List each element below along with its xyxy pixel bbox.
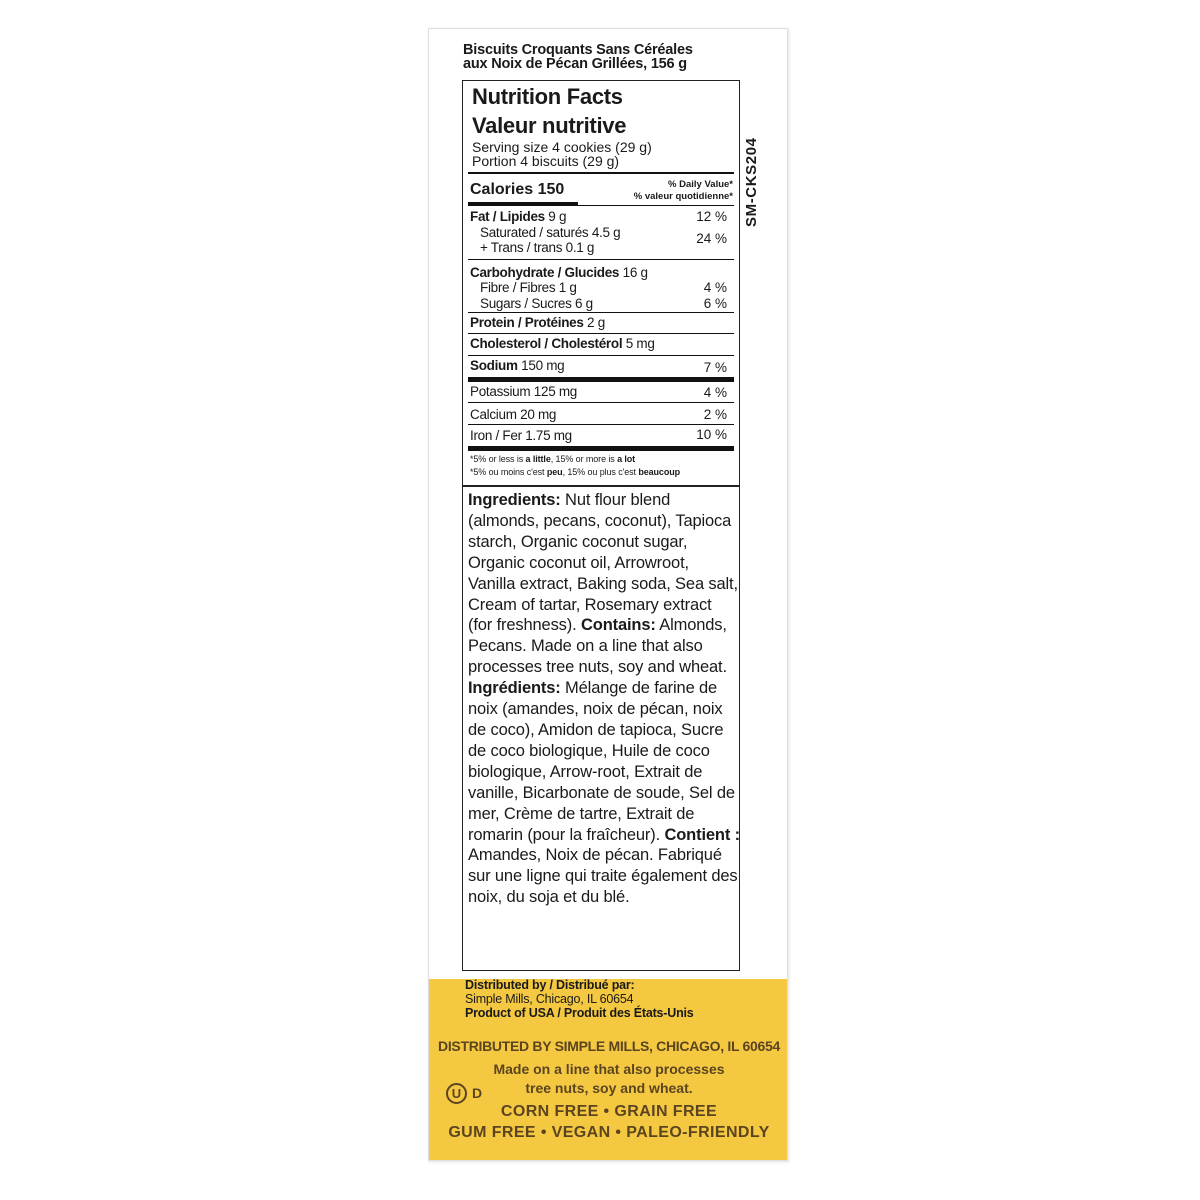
distributed-by-line: DISTRIBUTED BY SIMPLE MILLS, CHICAGO, IL 60654 — [438, 1038, 780, 1054]
product-name-line-2: aux Noix de Pécan Grillées, 156 g — [463, 56, 687, 72]
nutrient-row-sugars: Sugars / Sucres 6 g — [480, 296, 593, 311]
divider — [468, 402, 734, 403]
nutrient-pct-sugars: 6 % — [703, 296, 727, 311]
distributor-address: Simple Mills, Chicago, IL 60654 — [465, 992, 634, 1006]
footnote-fr: *5% ou moins c'est peu, 15% ou plus c'est beaucoup — [470, 467, 681, 477]
nutrient-row-fibre: Fibre / Fibres 1 g — [480, 280, 577, 295]
nutrient-row-protein: Protein / Protéines 2 g — [470, 315, 605, 330]
divider — [468, 259, 734, 260]
product-name — [463, 43, 763, 71]
nutrient-row-potassium: Potassium 125 mg — [470, 384, 578, 399]
nutrient-row-trans: + Trans / trans 0.1 g — [480, 240, 595, 255]
nutrient-row-calcium: Calcium 20 mg — [470, 407, 557, 422]
nutrient-row-iron: Iron / Fer 1.75 mg — [470, 428, 572, 443]
daily-value-header-fr: % valeur quotidienne* — [633, 191, 733, 202]
claims-line-2: GUM FREE • VEGAN • PALEO-FRIENDLY — [448, 1124, 770, 1141]
thick-divider — [468, 446, 734, 451]
serving-size-en: Serving size 4 cookies (29 g) — [472, 139, 652, 155]
distributor-label: Distributed by / Distribué par: — [465, 978, 635, 992]
allergen-line-1: Made on a line that also processes — [493, 1061, 725, 1077]
nutrient-row-carbohydrate: Carbohydrate / Glucides 16 g — [470, 265, 648, 280]
kosher-dairy-mark: D — [472, 1085, 483, 1101]
nutrient-pct-potassium: 4 % — [703, 385, 727, 400]
nutrient-pct-calcium: 2 % — [703, 407, 727, 422]
kosher-symbol-icon: U — [446, 1083, 467, 1104]
nutrition-title-fr: Valeur nutritive — [472, 113, 627, 138]
footnote-en: *5% or less is a little, 15% or more is a lot — [470, 454, 636, 464]
nutrient-row-sodium: Sodium 150 mg — [470, 358, 565, 373]
claims-line-1: CORN FREE • GRAIN FREE — [500, 1103, 718, 1120]
divider — [468, 355, 734, 356]
divider — [468, 312, 734, 313]
thick-divider — [468, 377, 734, 382]
nutrient-pct-saturated: 24 % — [696, 231, 727, 246]
ingredients-text: Ingredients: Nut flour blend (almonds, pecans, coconut), Tapioca starch, Organic coconut sugar, Organic coconut oil, Arrowroot, Vanilla extract, Baking soda, Sea salt, Cream of tartar, Rosemary extract (for freshness). Contains: Almonds, Pecans. Made on a line that also processes tree nuts, soy and wheat. Ingrédients: Mélange de farine de noix (amandes, noix de pécan, noix de coco), Amidon de tapioca, Sucre de coco biologique, Huile de coco biologique, Arrow-root, Extrait de vanille, Bicarbonate de soude, Sel de mer, Crème de tartre, Extrait de romarin (pour la fraîcheur). Contient : Amandes, Noix de pécan. Fabriqué sur une ligne qui traite également des noix, du soja et du blé. — [468, 491, 740, 907]
nutrient-row-fat: Fat / Lipides 9 g — [470, 209, 567, 224]
nutrient-pct-iron: 10 % — [696, 427, 727, 442]
daily-value-header-en: % Daily Value* — [668, 179, 733, 190]
product-origin: Product of USA / Produit des États-Unis — [465, 1006, 694, 1020]
product-code: SM-CKS204 — [743, 137, 760, 227]
serving-size-fr: Portion 4 biscuits (29 g) — [472, 153, 620, 169]
nutrient-pct-fibre: 4 % — [703, 280, 727, 295]
divider — [468, 205, 734, 206]
ingredients-box — [462, 486, 740, 971]
nutrient-row-saturated: Saturated / saturés 4.5 g — [480, 225, 621, 240]
package-side-panel — [428, 28, 788, 1161]
nutrient-pct-sodium: 7 % — [703, 360, 727, 375]
nutrition-title-en: Nutrition Facts — [472, 84, 623, 109]
divider — [468, 424, 734, 425]
divider — [468, 172, 734, 174]
nutrient-pct-fat: 12 % — [696, 209, 727, 224]
divider — [468, 333, 734, 334]
nutrient-row-cholesterol: Cholesterol / Cholestérol 5 mg — [470, 336, 655, 351]
nutrition-facts-table — [462, 80, 740, 486]
product-name-line-1: Biscuits Croquants Sans Céréales — [463, 42, 693, 58]
allergen-line-2: tree nuts, soy and wheat. — [525, 1080, 693, 1096]
calories-label: Calories 150 — [470, 181, 565, 198]
